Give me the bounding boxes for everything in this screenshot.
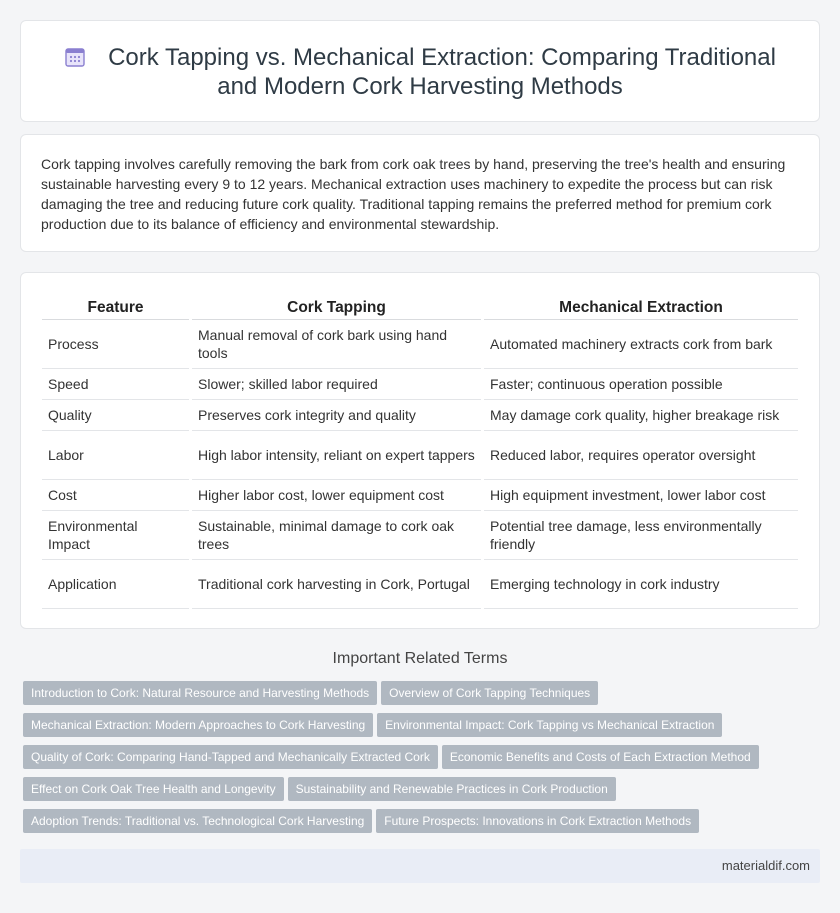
table-cell: Preserves cork integrity and quality xyxy=(191,400,483,431)
table-row xyxy=(42,400,798,431)
related-term-tag[interactable]: Mechanical Extraction: Modern Approaches to Cork Harvesting xyxy=(23,713,373,737)
comparison-table-card xyxy=(20,272,820,629)
table-row xyxy=(42,511,798,560)
related-term-tag[interactable]: Quality of Cork: Comparing Hand-Tapped and Mechanically Extracted Cork xyxy=(23,745,438,769)
table-cell: Slower; skilled labor required xyxy=(191,369,483,400)
table-cell: Sustainable, minimal damage to cork oak trees xyxy=(191,511,483,560)
header-mechanical-extraction: Mechanical Extraction xyxy=(483,297,799,320)
related-term-tag[interactable]: Economic Benefits and Costs of Each Extraction Method xyxy=(442,745,759,769)
table-row xyxy=(42,480,798,511)
table-cell: Faster; continuous operation possible xyxy=(483,369,799,400)
table-cell: Potential tree damage, less environmentally friendly xyxy=(483,511,799,560)
table-cell: Manual removal of cork bark using hand tools xyxy=(191,320,483,369)
page-title xyxy=(61,43,779,101)
table-cell: Quality xyxy=(42,400,191,431)
header-card xyxy=(20,20,820,122)
related-term-tag[interactable]: Sustainability and Renewable Practices in Cork Production xyxy=(288,777,616,801)
footer xyxy=(20,849,820,883)
footer-site[interactable]: materialdif.com xyxy=(721,858,810,873)
table-cell: Cost xyxy=(42,480,191,511)
related-term-tag[interactable]: Environmental Impact: Cork Tapping vs Mechanical Extraction xyxy=(377,713,722,737)
table-row xyxy=(42,320,798,369)
related-term-tag[interactable]: Adoption Trends: Traditional vs. Technological Cork Harvesting xyxy=(23,809,372,833)
header-cork-tapping: Cork Tapping xyxy=(191,297,483,320)
table-cell: Process xyxy=(42,320,191,369)
table-cell: Application xyxy=(42,560,191,609)
related-term-tag[interactable]: Future Prospects: Innovations in Cork Extraction Methods xyxy=(376,809,699,833)
table-cell: Automated machinery extracts cork from bark xyxy=(483,320,799,369)
comparison-table xyxy=(42,297,798,609)
related-term-tag[interactable]: Introduction to Cork: Natural Resource and Harvesting Methods xyxy=(23,681,377,705)
related-terms-heading: Important Related Terms xyxy=(332,650,508,667)
table-cell: Higher labor cost, lower equipment cost xyxy=(191,480,483,511)
intro-paragraph: Cork tapping involves carefully removing the bark from cork oak trees by hand, preserving the tree's health and ensuring sustainable harvesting every 9 to 12 years. Mechanical extraction uses machinery to expedite the process but can risk damaging the tree and reducing future cork quality. Traditional tapping remains the preferred method for premium cork production due to its balance of efficiency and environmental stewardship. xyxy=(41,156,786,232)
table-header-row xyxy=(42,297,798,320)
related-term-tag[interactable]: Overview of Cork Tapping Techniques xyxy=(381,681,598,705)
table-cell: High equipment investment, lower labor cost xyxy=(483,480,799,511)
table-cell: May damage cork quality, higher breakage risk xyxy=(483,400,799,431)
related-terms-list xyxy=(23,681,803,841)
header-feature: Feature xyxy=(42,297,191,320)
table-row xyxy=(42,560,798,609)
related-term-tag[interactable]: Effect on Cork Oak Tree Health and Longevity xyxy=(23,777,284,801)
table-cell: High labor intensity, reliant on expert tappers xyxy=(191,431,483,480)
table-cell: Traditional cork harvesting in Cork, Portugal xyxy=(191,560,483,609)
intro-card xyxy=(20,134,820,252)
title-text: Cork Tapping vs. Mechanical Extraction: Comparing Traditional and Modern Cork Harvesting Methods xyxy=(108,44,776,100)
table-row xyxy=(42,431,798,480)
calendar-icon xyxy=(64,46,86,68)
table-cell: Labor xyxy=(42,431,191,480)
table-cell: Emerging technology in cork industry xyxy=(483,560,799,609)
table-cell: Environmental Impact xyxy=(42,511,191,560)
table-row xyxy=(42,369,798,400)
table-cell: Reduced labor, requires operator oversight xyxy=(483,431,799,480)
table-cell: Speed xyxy=(42,369,191,400)
